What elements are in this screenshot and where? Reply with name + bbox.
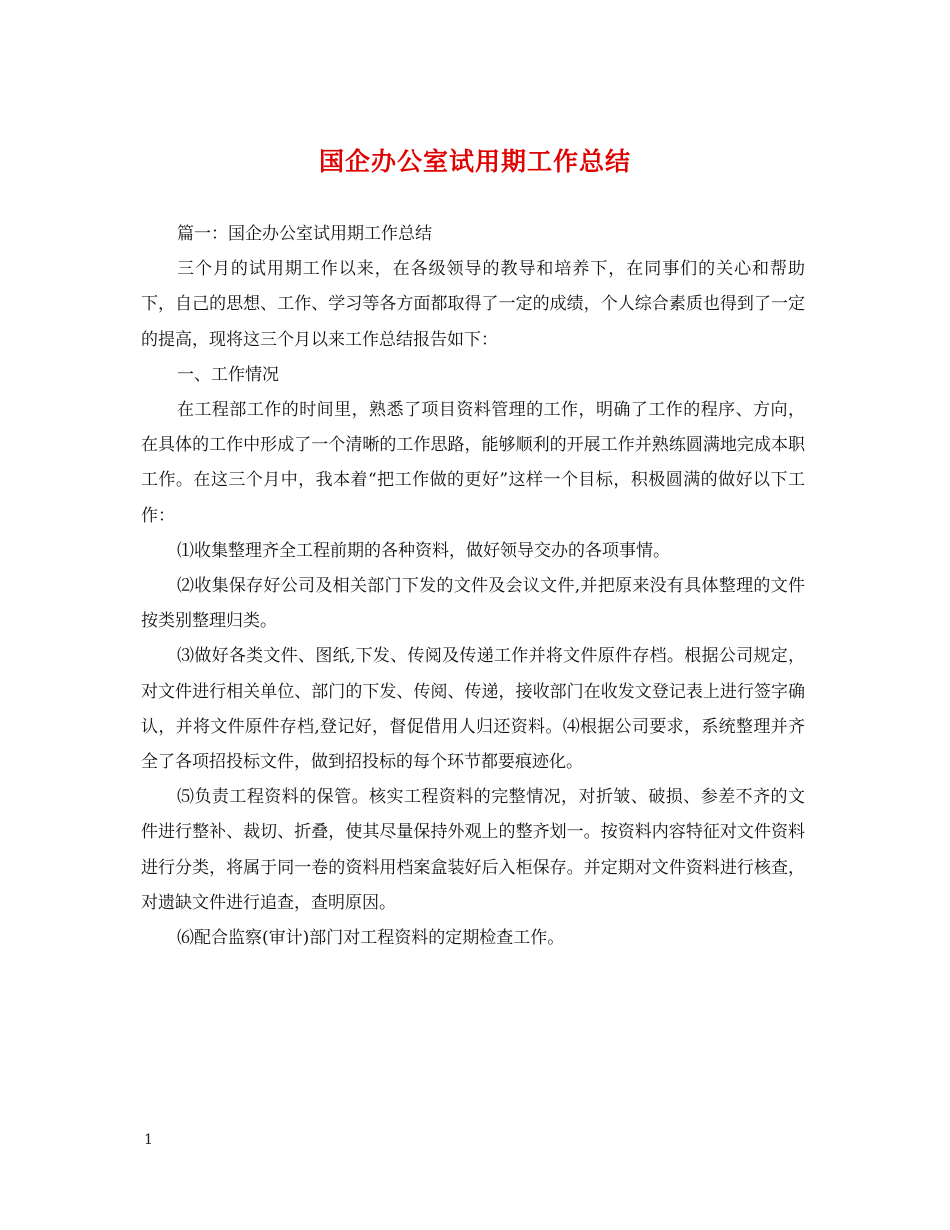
paragraph-work-overview: 在工程部工作的时间里，熟悉了项目资料管理的工作，明确了工作的程序、方向，在具体的工作中形成了一个清晰的工作思路，能够顺利的开展工作并熟练圆满地完成本职工作。在这三个月中，我本着“把工作做的更好”这样一个目标，积极圆满的做好以下工作： xyxy=(141,400,805,526)
paragraph-item-6: ⑹配合监察(审计)部门对工程资料的定期检查工作。 xyxy=(177,928,565,949)
paragraph-intro: 三个月的试用期工作以来，在各级领导的教导和培养下，在同事们的关心和帮助下，自己的思想、工作、学习等各方面都取得了一定的成绩，个人综合素质也得到了一定的提高，现将这三个月以来工作总结报告如下： xyxy=(141,259,805,350)
document-body xyxy=(141,217,805,956)
paragraph-heading-part-one: 篇一：国企办公室试用期工作总结 xyxy=(177,224,432,244)
page-number: 1 xyxy=(144,1132,153,1148)
paragraph-item-3-4: ⑶做好各类文件、图纸,下发、传阅及传递工作并将文件原件存档。根据公司规定，对文件进行相关单位、部门的下发、传阅、传递，接收部门在收发文登记表上进行签字确认，并将文件原件存档,登记好，督促借用人归还资料。⑷根据公司要求，系统整理并齐全了各项招投标文件，做到招投标的每个环节都要痕迹化。 xyxy=(141,646,805,773)
paragraph-item-1: ⑴收集整理齐全工程前期的各种资料，做好领导交办的各项事情。 xyxy=(177,540,670,561)
document-title: 国企办公室试用期工作总结 xyxy=(318,147,631,176)
paragraph-item-2: ⑵收集保存好公司及相关部门下发的文件及会议文件,并把原来没有具体整理的文件按类别整理归类。 xyxy=(141,576,805,632)
paragraph-item-5: ⑸负责工程资料的保管。核实工程资料的完整情况，对折皱、破损、参差不齐的文件进行整补、裁切、折叠，使其尽量保持外观上的整齐划一。按资料内容特征对文件资料进行分类，将属于同一卷的资料用档案盒装好后入柜保存。并定期对文件资料进行核查，对遗缺文件进行追查，查明原因。 xyxy=(141,787,805,913)
paragraph-section-heading: 一、工作情况 xyxy=(177,364,279,385)
